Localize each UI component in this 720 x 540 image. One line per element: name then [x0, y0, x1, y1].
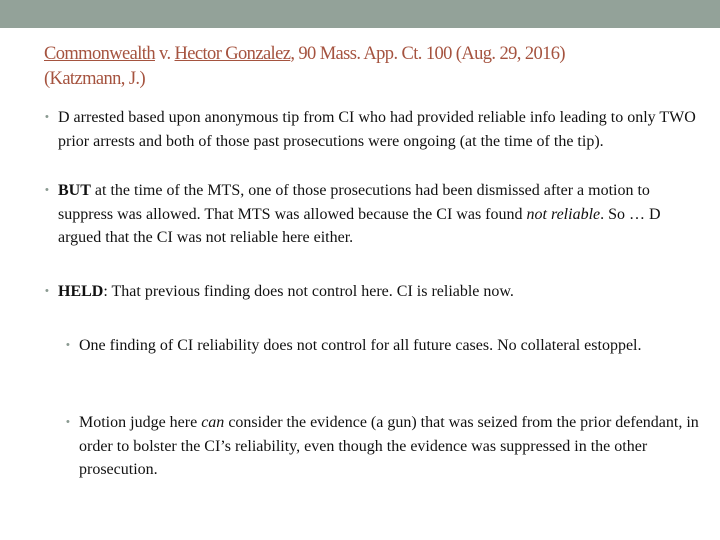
versus: v.	[154, 44, 175, 64]
bullet-icon: •	[45, 184, 49, 196]
sub-bullet-estoppel	[66, 334, 699, 358]
bullet-icon: •	[45, 111, 49, 123]
slide-title	[44, 42, 704, 92]
bullet-bold: BUT	[58, 182, 91, 199]
bullet-icon: •	[66, 416, 70, 428]
bullet-text: D arrested based upon anonymous tip from CI who had provided reliable info leading to only TWO prior arrests and both of those past prosecutions were ongoing (at the time of the tip).	[58, 109, 696, 150]
citation: , 90 Mass. App. Ct. 100 (Aug. 29, 2016)	[290, 44, 565, 64]
sub-bullet-evidence	[66, 411, 699, 482]
bullet-arrest	[45, 106, 698, 153]
bullet-text: . So … D argued that the CI was not reliable here either.	[58, 205, 661, 246]
bullet-icon: •	[66, 339, 70, 351]
bullet-bold: HELD	[58, 283, 104, 300]
header-bar	[0, 0, 720, 28]
bullet-text: consider the evidence (a gun) that was seized from the prior defendant, in order to bolster the CI’s reliability, even though the evidence was suppressed in the other prosecution.	[79, 414, 699, 478]
case-name-commonwealth: Commonwealth	[44, 44, 155, 64]
bullet-but	[45, 179, 698, 250]
case-name-defendant: Hector Gonzalez	[174, 44, 291, 64]
bullet-text: at the time of the MTS, one of those prosecutions had been dismissed after a motion to suppress was allowed. That MTS was allowed because the CI was found	[58, 182, 650, 223]
bullet-held	[45, 280, 698, 304]
bullet-text: One finding of CI reliability does not control for all future cases. No collateral estoppel.	[79, 337, 642, 354]
bullet-icon: •	[45, 285, 49, 297]
bullet-text: Motion judge here	[79, 414, 202, 431]
bullet-italic: not reliable	[526, 205, 601, 223]
bullet-italic: can	[201, 414, 225, 431]
bullet-text: : That previous finding does not control here. CI is reliable now.	[103, 283, 514, 300]
judge: (Katzmann, J.)	[44, 69, 146, 89]
